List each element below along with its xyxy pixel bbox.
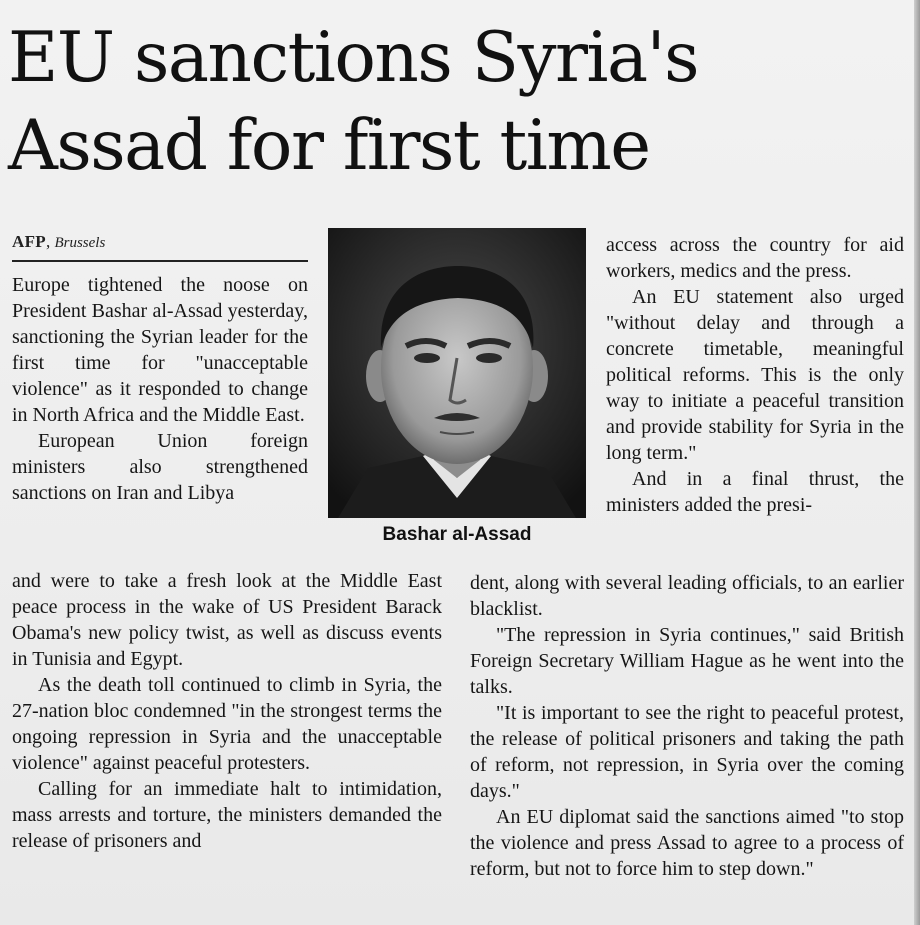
paragraph: An EU diplomat said the sanctions aimed "to stop the violence and press Assad to agree to a process of reform, but not to force him to step down."	[470, 806, 904, 880]
paragraph: and were to take a fresh look at the Middle East peace process in the wake of US President Barack Obama's new policy twist, as well as discuss events in Tunisia and Egypt.	[12, 570, 442, 670]
byline	[12, 232, 105, 252]
paragraph: "It is important to see the right to peaceful protest, the release of political prisoners and taking the path of reform, not repression, in Syria over the coming days."	[470, 702, 904, 802]
paragraph: dent, along with several leading officials, to an earlier blacklist.	[470, 572, 904, 620]
headline-line-2: Assad for first time	[8, 106, 650, 186]
paragraph: And in a final thrust, the ministers added the presi-	[606, 468, 904, 516]
byline-agency: AFP	[12, 232, 46, 251]
column-1-wide	[12, 568, 442, 854]
column-1	[12, 272, 308, 506]
byline-rule	[12, 260, 308, 262]
headline-line-1: EU sanctions Syria's	[8, 18, 699, 98]
paragraph: access across the country for aid workers, medics and the press.	[606, 234, 904, 282]
page-edge	[914, 0, 920, 925]
paragraph: Calling for an immediate halt to intimidation, mass arrests and torture, the ministers demanded the release of prisoners and	[12, 778, 442, 852]
paragraph: Europe tightened the noose on President Bashar al-Assad yesterday, sanctioning the Syrian leader for the first time for "unacceptable violence" as it responded to change in North Africa and the Middle East.	[12, 274, 308, 426]
paragraph: An EU statement also urged "without delay and through a concrete timetable, meaningful political reforms. This is the only way to initiate a peaceful transition and provide stability for Syria in the long term."	[606, 286, 904, 464]
paragraph: As the death toll continued to climb in Syria, the 27-nation bloc condemned "in the strongest terms the ongoing repression in Syria and the unacceptable violence" against peaceful protesters.	[12, 674, 442, 774]
portrait-photo	[328, 228, 586, 518]
portrait-image	[328, 228, 586, 518]
headline	[8, 14, 888, 190]
column-2-wide	[470, 570, 904, 882]
paragraph: "The repression in Syria continues," said British Foreign Secretary William Hague as he went into the talks.	[470, 624, 904, 698]
column-3	[606, 232, 904, 518]
byline-separator: ,	[45, 232, 55, 251]
byline-place: Brussels	[54, 235, 106, 251]
photo-caption: Bashar al-Assad	[382, 524, 532, 545]
paragraph: European Union foreign ministers also strengthened sanctions on Iran and Libya	[12, 430, 308, 504]
